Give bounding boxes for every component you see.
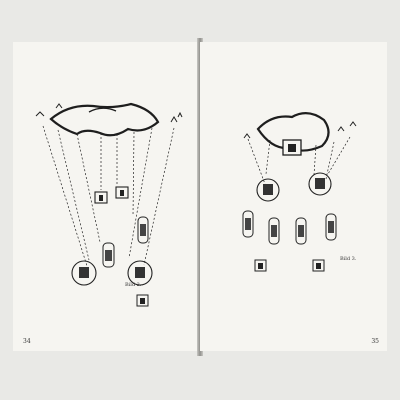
left-figure [13, 42, 200, 351]
left-page-number: 34 [23, 338, 31, 345]
right-bunker-figure [258, 113, 329, 155]
right-marker-icons [244, 122, 356, 138]
left-figure-caption: Bild 2. [125, 282, 142, 288]
right-unit-symbols [243, 173, 336, 271]
left-unit-symbols [72, 187, 152, 306]
left-page [13, 42, 200, 351]
right-page [200, 42, 387, 351]
right-page-number: 35 [371, 338, 379, 345]
right-figure [200, 42, 387, 351]
left-bunker-figure [51, 104, 158, 135]
right-figure-caption: Bild 3. [340, 256, 357, 262]
left-fire-lines [43, 126, 174, 266]
